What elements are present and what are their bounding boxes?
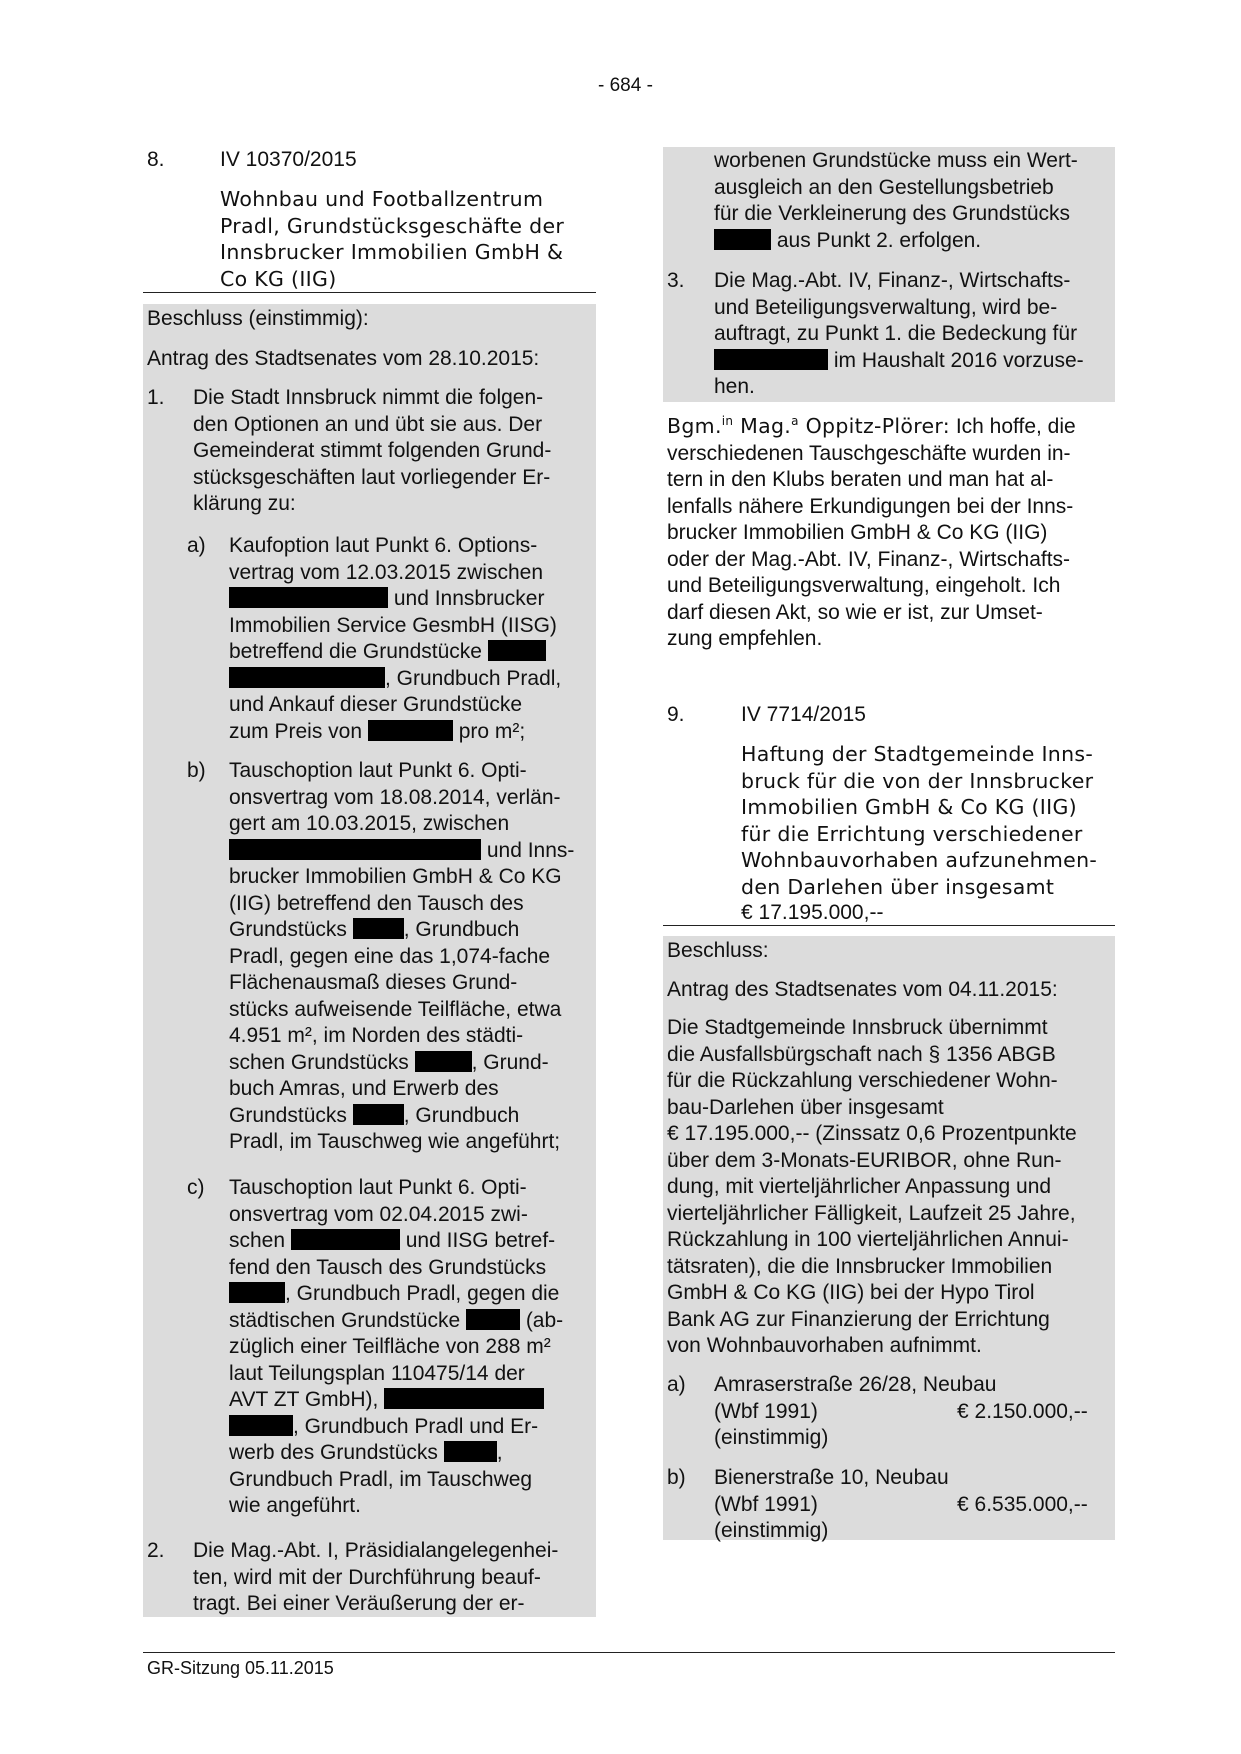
item-9-a-amount: € 2.150.000,-- (957, 1399, 1088, 1423)
subpoint-b-text: Tauschoption laut Punkt 6. Opti- onsvertrag vom 18.08.2014, verlän- gert am 10.03.2015, zwischen und Inns- brucker Immobilien GmbH & Co KG (IIG) betreffend den Tausch des Grundstücks , Grundbuch Pradl, gegen eine das 1,074-fache Flächenausmaß dieses Grund- stücks aufweisende Teilfläche, etwa 4.951 m², im Norden des städti- schen Grundstücks , Grund- buch Amras, und Erwerb des Grundstücks , Grundbuch Pradl, im Tauschweg wie angeführt; (229, 759, 575, 1153)
redaction (415, 1051, 472, 1072)
point-1-text: Die Stadt Innsbruck nimmt die folgen- den Optionen an und übt sie aus. Der Gemeinderat stimmt folgenden Grund- stücksgeschäften laut vorliegender Er- klärung zu: (193, 386, 552, 515)
subpoint-a-label: a) (187, 534, 206, 557)
redaction (488, 640, 546, 661)
item-9-b-label: b) (667, 1466, 686, 1489)
decision-label: Beschluss (einstimmig): (147, 307, 369, 330)
redaction (229, 667, 385, 688)
redaction (714, 229, 771, 250)
redaction (384, 1388, 544, 1409)
redaction (229, 839, 481, 860)
item-9-b-amount: € 6.535.000,-- (957, 1492, 1088, 1516)
divider (143, 292, 596, 293)
redaction (353, 1104, 404, 1125)
speaker-name: Bgm.$^{in}$ Mag.$^a$ Oppitz-Plörer: (667, 414, 950, 438)
subpoint-b-label: b) (187, 759, 206, 782)
footer-text: GR-Sitzung 05.11.2015 (147, 1658, 334, 1678)
item-8-number: 8. (147, 148, 165, 171)
item-9-decision-label: Beschluss: (667, 939, 769, 962)
redaction (714, 349, 828, 370)
point-1-number: 1. (147, 386, 165, 409)
item-9-body: Die Stadtgemeinde Innsbruck übernimmt die Ausfallsbürgschaft nach § 1356 ABGB für die Rückzahlung verschiedener Wohn- bau-Darlehen über insgesamt € 17.195.000,-- (Zinssatz 0,6 Prozentpunkte über dem 3-Monats-EURIBOR, ohne Run- dung, mit vierteljährlicher Anpassung und vierteljährlicher Fälligkeit, Laufzeit 25 Jahre, Rückzahlung in 100 vierteljährlichen Annui- tätsraten), die die Innsbrucker Immobilien GmbH & Co KG (IIG) bei der Hypo Tirol Bank AG zur Finanzierung der Errichtung von Wohnbauvorhaben aufnimmt. (667, 1016, 1077, 1357)
subpoint-a-text: Kaufoption laut Punkt 6. Options- vertrag vom 12.03.2015 zwischen und Innsbrucker Immobilien Service GesmbH (IISG) betreffend die Grundstücke , Grundbuch Pradl, und Ankauf dieser Grundstücke zum Preis von pro m²; (229, 534, 562, 743)
item-9-reference: IV 7714/2015 (741, 703, 866, 726)
point-3-text: Die Mag.-Abt. IV, Finanz-, Wirtschafts- und Beteiligungsverwaltung, wird be- auftragt, zu Punkt 1. die Bedeckung für im Haushalt 2016 vorzuse- hen. (714, 269, 1084, 398)
point-2-text: Die Mag.-Abt. I, Präsidialangelegenhei- ten, wird mit der Durchführung beauf- tragt. Bei einer Veräußerung der er- (193, 1539, 559, 1615)
motion-label: Antrag des Stadtsenates vom 28.10.2015: (147, 347, 540, 370)
divider (663, 925, 1115, 926)
item-9-amount: € 17.195.000,-- (741, 901, 884, 924)
point-3-number: 3. (667, 269, 685, 292)
redaction (353, 918, 404, 939)
redaction (229, 587, 388, 608)
redaction (229, 1282, 285, 1303)
footer-divider (143, 1652, 1115, 1653)
continuation-text: worbenen Grundstücke muss ein Wert- ausgleich an den Gestellungsbetrieb für die Verkleinerung des Grundstücks aus Punkt 2. erfolgen. (714, 149, 1078, 252)
redaction (229, 1415, 293, 1436)
item-8-title: Wohnbau und Footballzentrum Pradl, Grundstücksgeschäfte der Innsbrucker Immobilien GmbH & Co KG (IIG) (220, 187, 565, 291)
item-9-motion-label: Antrag des Stadtsenates vom 04.11.2015: (667, 978, 1058, 1001)
subpoint-c-text: Tauschoption laut Punkt 6. Opti- onsvertrag vom 02.04.2015 zwi- schen und IISG betref- fend den Tausch des Grundstücks , Grundbuch Pradl, gegen die städtischen Grundstücke (ab- züglich einer Teilfläche von 288 m² laut Teilungsplan 110475/14 der AVT ZT GmbH), , Grundbuch Pradl und Er- werb des Grundstücks , Grundbuch Pradl, im Tauschweg wie angeführt. (229, 1176, 564, 1517)
subpoint-c-label: c) (187, 1176, 205, 1199)
item-9-title: Haftung der Stadtgemeinde Inns- bruck für die von der Innsbrucker Immobilien GmbH & Co KG (IIG) für die Errichtung verschiedener Wohnbauvorhaben aufzunehmen- den Darlehen über insgesamt € 17.195.000,-- (741, 741, 1097, 927)
redaction (466, 1309, 520, 1330)
page-number: - 684 - (598, 75, 653, 96)
item-9-a-label: a) (667, 1373, 686, 1396)
item-9-b-text: Bienerstraße 10, Neubau (Wbf 1991) € 6.535.000,-- (einstimmig) (714, 1466, 1088, 1542)
redaction (368, 720, 453, 741)
item-9-a-text: Amraserstraße 26/28, Neubau (Wbf 1991) € 2.150.000,-- (einstimmig) (714, 1373, 1088, 1449)
item-9-number: 9. (667, 703, 685, 726)
point-2-number: 2. (147, 1539, 165, 1562)
redaction (444, 1441, 497, 1462)
speech-paragraph: Bgm.$^{in}$ Mag.$^a$ Oppitz-Plörer: Ich hoffe, die verschiedenen Tauschgeschäfte wurden in- tern in den Klubs beraten und man hat al- lenfalls nähere Erkundigungen bei der Inns- brucker Immobilien GmbH & Co KG (IIG) oder der Mag.-Abt. IV, Finanz-, Wirtschafts- und Beteiligungsverwaltung, eingeholt. Ich darf diesen Akt, so wie er ist, zur Umset- zung empfehlen. (667, 414, 1076, 650)
item-8-reference: IV 10370/2015 (220, 148, 357, 171)
redaction (291, 1229, 400, 1250)
